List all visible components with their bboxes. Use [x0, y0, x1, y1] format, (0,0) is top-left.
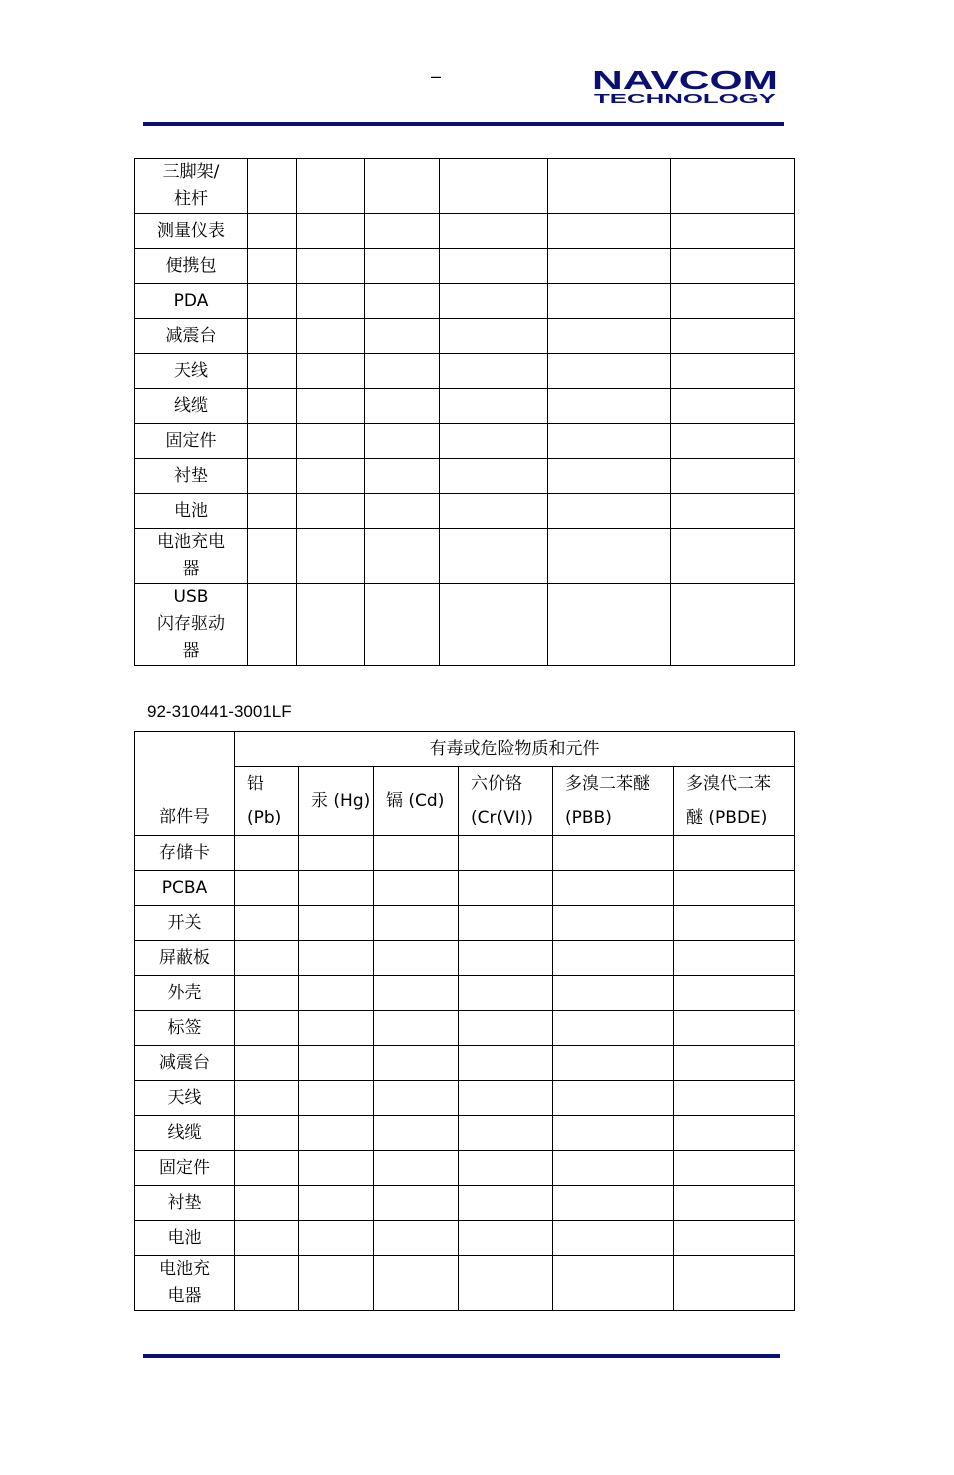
table1-row: [135, 494, 795, 529]
empty-cell: [299, 836, 374, 871]
empty-cell: [235, 941, 299, 976]
table2-row: [135, 1046, 795, 1081]
empty-cell: [248, 159, 297, 214]
empty-cell: [365, 249, 440, 284]
empty-cell: [671, 319, 795, 354]
empty-cell: [248, 529, 297, 584]
empty-cell: [674, 1116, 795, 1151]
substance-column-header: [674, 767, 795, 836]
component-name-line: 闪存驱动: [157, 614, 225, 634]
empty-cell: [299, 1151, 374, 1186]
empty-cell: [440, 389, 548, 424]
empty-cell: [553, 1116, 674, 1151]
table1-row: [135, 354, 795, 389]
empty-cell: [674, 1081, 795, 1116]
empty-cell: [459, 1116, 553, 1151]
empty-cell: [297, 354, 365, 389]
empty-cell: [674, 976, 795, 1011]
table2-row: [135, 871, 795, 906]
component-name-line: 器: [182, 559, 200, 579]
empty-cell: [553, 836, 674, 871]
empty-cell: [671, 424, 795, 459]
component-name-line: 减震台: [165, 325, 217, 346]
component-name-line: 线缆: [174, 395, 208, 416]
component-name: [135, 1046, 235, 1081]
empty-cell: [440, 584, 548, 666]
empty-cell: [553, 871, 674, 906]
empty-cell: [299, 1011, 374, 1046]
empty-cell: [459, 871, 553, 906]
component-name: [135, 1186, 235, 1221]
empty-cell: [248, 424, 297, 459]
component-name-line: 器: [182, 641, 200, 661]
empty-cell: [374, 1046, 459, 1081]
component-name-line: 三脚架/: [162, 162, 220, 182]
empty-cell: [671, 284, 795, 319]
table2-row: [135, 1186, 795, 1221]
empty-cell: [674, 836, 795, 871]
empty-cell: [459, 1151, 553, 1186]
component-name: [135, 1221, 235, 1256]
empty-cell: [235, 1011, 299, 1046]
component-name: [135, 1081, 235, 1116]
component-name-line: PDA: [173, 290, 209, 311]
empty-cell: [365, 284, 440, 319]
empty-cell: [671, 529, 795, 584]
components-table-1: [134, 158, 795, 666]
empty-cell: [365, 319, 440, 354]
component-name-line: 衬垫: [174, 465, 208, 486]
empty-cell: [674, 1151, 795, 1186]
group-header: 有毒或危险物质和元件: [235, 732, 795, 767]
empty-cell: [553, 1186, 674, 1221]
empty-cell: [671, 214, 795, 249]
empty-cell: [440, 494, 548, 529]
empty-cell: [548, 284, 671, 319]
empty-cell: [248, 319, 297, 354]
empty-cell: [235, 836, 299, 871]
table2-row: [135, 1011, 795, 1046]
substance-header-line: 铅: [247, 774, 264, 794]
empty-cell: [548, 389, 671, 424]
empty-cell: [374, 941, 459, 976]
table2-row: [135, 906, 795, 941]
table1-row: [135, 529, 795, 584]
empty-cell: [297, 389, 365, 424]
empty-cell: [548, 459, 671, 494]
empty-cell: [299, 906, 374, 941]
empty-cell: [440, 424, 548, 459]
empty-cell: [374, 976, 459, 1011]
empty-cell: [297, 424, 365, 459]
part-number: 92-310441-3001LF: [147, 702, 292, 721]
component-name: [135, 354, 248, 389]
component-name-line: 电池充电: [157, 532, 225, 552]
empty-cell: [248, 284, 297, 319]
component-name-line: 减震台: [159, 1052, 210, 1073]
component-name: [135, 1256, 235, 1311]
empty-cell: [553, 1151, 674, 1186]
empty-cell: [548, 159, 671, 214]
empty-cell: [553, 976, 674, 1011]
component-name: [135, 941, 235, 976]
component-name-line: 衬垫: [167, 1192, 202, 1213]
component-name: [135, 976, 235, 1011]
component-name: [135, 836, 235, 871]
logo-wordmark: NAVCOM: [592, 66, 778, 95]
empty-cell: [235, 1221, 299, 1256]
empty-cell: [553, 1081, 674, 1116]
component-name-line: 固定件: [159, 1157, 210, 1178]
component-name: [135, 214, 248, 249]
component-name: [135, 284, 248, 319]
empty-cell: [459, 941, 553, 976]
header-rule: [143, 122, 784, 126]
empty-cell: [548, 214, 671, 249]
empty-cell: [671, 494, 795, 529]
substance-header-line: 六价铬: [471, 774, 522, 794]
empty-cell: [299, 976, 374, 1011]
empty-cell: [674, 871, 795, 906]
empty-cell: [297, 584, 365, 666]
substance-column-header: [299, 767, 374, 836]
empty-cell: [365, 214, 440, 249]
empty-cell: [440, 249, 548, 284]
empty-cell: [553, 906, 674, 941]
header-dash: –: [431, 66, 442, 86]
empty-cell: [440, 529, 548, 584]
component-name: [135, 1151, 235, 1186]
empty-cell: [297, 214, 365, 249]
substance-column-header: [374, 767, 459, 836]
empty-cell: [248, 494, 297, 529]
table1-row: [135, 584, 795, 666]
substance-header-line: (PBB): [565, 808, 612, 828]
component-name: [135, 1116, 235, 1151]
empty-cell: [248, 249, 297, 284]
table2-row: [135, 1081, 795, 1116]
empty-cell: [374, 1221, 459, 1256]
empty-cell: [374, 1116, 459, 1151]
empty-cell: [459, 1186, 553, 1221]
component-name: [135, 584, 248, 666]
table2-row: [135, 941, 795, 976]
empty-cell: [297, 529, 365, 584]
empty-cell: [299, 1081, 374, 1116]
table1-row: [135, 319, 795, 354]
component-name: [135, 871, 235, 906]
empty-cell: [299, 941, 374, 976]
component-name-line: 固定件: [165, 430, 217, 451]
empty-cell: [459, 906, 553, 941]
hazardous-substances-table: [134, 731, 795, 1311]
empty-cell: [671, 584, 795, 666]
component-name-line: 标签: [167, 1017, 202, 1038]
component-name: [135, 424, 248, 459]
substance-header-line: 汞 (Hg): [311, 791, 371, 811]
navcom-logo: [590, 66, 780, 106]
component-name-line: 便携包: [165, 255, 217, 276]
empty-cell: [674, 1221, 795, 1256]
empty-cell: [248, 214, 297, 249]
empty-cell: [248, 459, 297, 494]
component-name: [135, 494, 248, 529]
empty-cell: [374, 836, 459, 871]
substance-column-header: [553, 767, 674, 836]
component-name-line: 天线: [174, 360, 208, 381]
substance-header-line: 多溴二苯醚: [565, 774, 650, 794]
empty-cell: [248, 389, 297, 424]
component-name: [135, 906, 235, 941]
empty-cell: [671, 159, 795, 214]
table1-row: [135, 159, 795, 214]
empty-cell: [671, 249, 795, 284]
empty-cell: [548, 249, 671, 284]
empty-cell: [365, 159, 440, 214]
empty-cell: [548, 529, 671, 584]
logo-subtext: TECHNOLOGY: [594, 91, 777, 106]
empty-cell: [440, 159, 548, 214]
table1-row: [135, 459, 795, 494]
empty-cell: [674, 1186, 795, 1221]
component-name: [135, 529, 248, 584]
component-name-line: 开关: [167, 912, 202, 933]
empty-cell: [374, 906, 459, 941]
empty-cell: [297, 249, 365, 284]
substance-column-header: [235, 767, 299, 836]
table2-row: [135, 1221, 795, 1256]
component-name-line: 外壳: [167, 982, 202, 1003]
component-name-line: 电池充: [159, 1259, 210, 1279]
component-name-line: 电器: [167, 1286, 202, 1306]
empty-cell: [674, 941, 795, 976]
part-column-header: 部件号: [135, 732, 235, 836]
empty-cell: [365, 354, 440, 389]
empty-cell: [671, 389, 795, 424]
table1-row: [135, 249, 795, 284]
substance-column-header: [459, 767, 553, 836]
empty-cell: [374, 1256, 459, 1311]
empty-cell: [297, 159, 365, 214]
component-name-line: 电池: [174, 500, 208, 521]
empty-cell: [459, 1046, 553, 1081]
empty-cell: [459, 1011, 553, 1046]
empty-cell: [374, 1186, 459, 1221]
empty-cell: [374, 1151, 459, 1186]
empty-cell: [671, 459, 795, 494]
empty-cell: [440, 459, 548, 494]
empty-cell: [553, 1221, 674, 1256]
empty-cell: [365, 389, 440, 424]
empty-cell: [235, 976, 299, 1011]
component-name-line: 屏蔽板: [159, 947, 210, 968]
empty-cell: [297, 459, 365, 494]
empty-cell: [297, 494, 365, 529]
substance-header-line: (Pb): [247, 808, 282, 828]
empty-cell: [235, 1116, 299, 1151]
empty-cell: [674, 1256, 795, 1311]
empty-cell: [299, 1221, 374, 1256]
table2-row: [135, 1256, 795, 1311]
empty-cell: [440, 319, 548, 354]
empty-cell: [299, 1046, 374, 1081]
table2-row: [135, 836, 795, 871]
empty-cell: [548, 319, 671, 354]
table2-row: [135, 1116, 795, 1151]
empty-cell: [299, 1186, 374, 1221]
substance-header-line: 多溴代二苯: [686, 774, 771, 794]
empty-cell: [235, 906, 299, 941]
empty-cell: [671, 354, 795, 389]
empty-cell: [553, 941, 674, 976]
empty-cell: [674, 906, 795, 941]
empty-cell: [440, 284, 548, 319]
component-name: [135, 1011, 235, 1046]
empty-cell: [553, 1256, 674, 1311]
empty-cell: [674, 1046, 795, 1081]
empty-cell: [235, 1186, 299, 1221]
table1-row: [135, 214, 795, 249]
empty-cell: [365, 424, 440, 459]
component-name-line: USB: [173, 587, 209, 607]
empty-cell: [235, 1046, 299, 1081]
empty-cell: [365, 494, 440, 529]
component-name-line: 天线: [167, 1087, 202, 1108]
empty-cell: [459, 976, 553, 1011]
component-name-line: 线缆: [167, 1122, 202, 1143]
empty-cell: [548, 424, 671, 459]
table1-row: [135, 424, 795, 459]
empty-cell: [374, 871, 459, 906]
empty-cell: [235, 1151, 299, 1186]
empty-cell: [365, 584, 440, 666]
component-name: [135, 249, 248, 284]
empty-cell: [459, 836, 553, 871]
table2-row: [135, 1151, 795, 1186]
empty-cell: [299, 1116, 374, 1151]
empty-cell: [548, 354, 671, 389]
component-name-line: 电池: [167, 1227, 202, 1248]
component-name-line: PCBA: [161, 877, 208, 898]
empty-cell: [235, 1256, 299, 1311]
empty-cell: [553, 1011, 674, 1046]
table1-row: [135, 389, 795, 424]
empty-cell: [440, 214, 548, 249]
table2-row: [135, 976, 795, 1011]
empty-cell: [459, 1081, 553, 1116]
empty-cell: [674, 1011, 795, 1046]
empty-cell: [297, 319, 365, 354]
empty-cell: [235, 1081, 299, 1116]
table1-row: [135, 284, 795, 319]
empty-cell: [365, 529, 440, 584]
empty-cell: [248, 354, 297, 389]
empty-cell: [548, 494, 671, 529]
empty-cell: [553, 1046, 674, 1081]
component-name-line: 存储卡: [159, 842, 210, 863]
component-name: [135, 319, 248, 354]
empty-cell: [248, 584, 297, 666]
empty-cell: [299, 871, 374, 906]
substance-header-line: 醚 (PBDE): [686, 808, 768, 828]
empty-cell: [440, 354, 548, 389]
empty-cell: [299, 1256, 374, 1311]
substance-header-line: (Cr(VI)): [471, 808, 534, 828]
component-name-line: 测量仪表: [157, 220, 225, 241]
component-name: [135, 389, 248, 424]
empty-cell: [374, 1081, 459, 1116]
empty-cell: [374, 1011, 459, 1046]
empty-cell: [459, 1221, 553, 1256]
component-name-line: 柱杆: [174, 189, 208, 209]
component-name: [135, 159, 248, 214]
empty-cell: [459, 1256, 553, 1311]
empty-cell: [365, 459, 440, 494]
empty-cell: [235, 871, 299, 906]
substance-header-line: 镉 (Cd): [386, 791, 445, 811]
empty-cell: [297, 284, 365, 319]
component-name: [135, 459, 248, 494]
empty-cell: [548, 584, 671, 666]
footer-rule: [143, 1354, 780, 1358]
